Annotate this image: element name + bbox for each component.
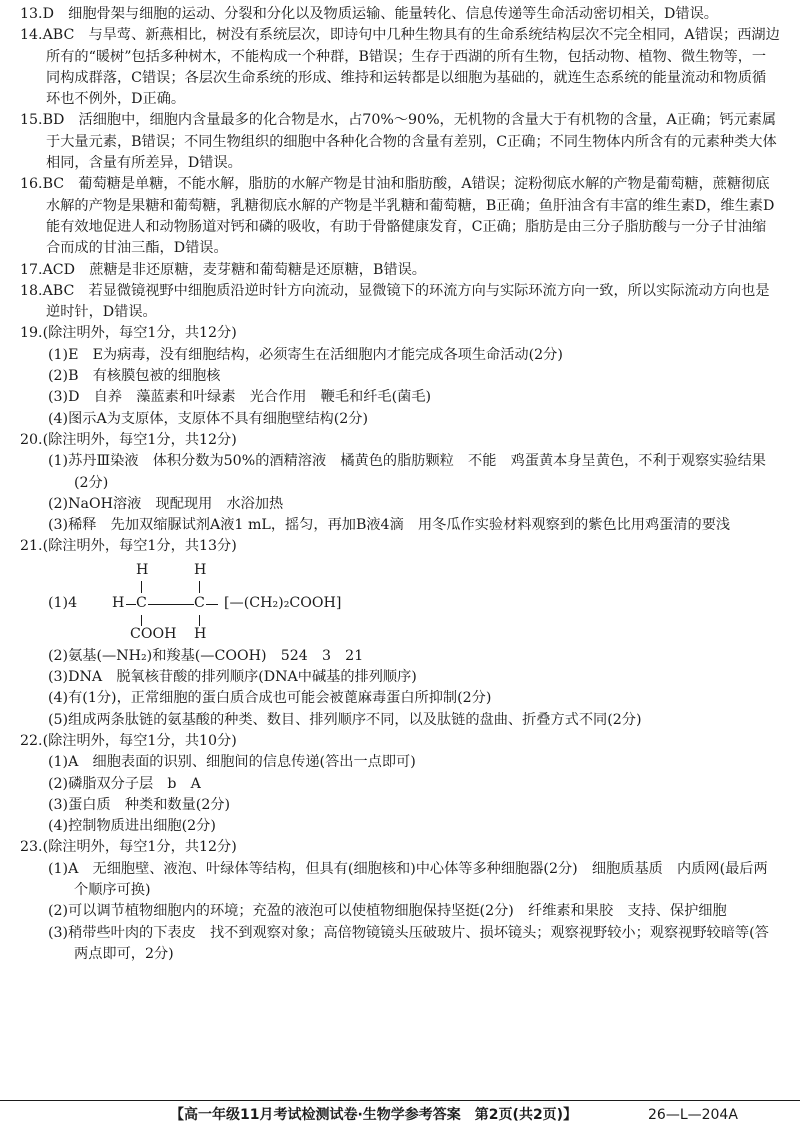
bond-top-right bbox=[199, 581, 200, 593]
formula-c-right: C bbox=[194, 594, 205, 611]
formula-h-top-right: H bbox=[194, 561, 207, 578]
q21-item-2: (2)氨基(—NH₂)和羧基(—COOH) 524 3 21 bbox=[48, 647, 364, 664]
q21-item-4: (4)有(1分)，正常细胞的蛋白质合成也可能会被蓖麻毒蛋白所抑制(2分) bbox=[48, 690, 492, 707]
bond-top-left bbox=[141, 581, 142, 593]
bond-left bbox=[126, 604, 136, 605]
q20-heading: 20.(除注明外，每空1分，共12分) bbox=[20, 431, 237, 448]
q20-item-3: (3)稀释 先加双缩脲试剂A液1 mL，摇匀，再加B液4滴 用冬瓜作实验材料观察到的紫色比用鸡蛋清的要浅 bbox=[48, 517, 731, 534]
q22-heading: 22.(除注明外，每空1分，共10分) bbox=[20, 732, 237, 749]
q19-item-3: (3)D 自养 藻蓝素和叶绿素 光合作用 鞭毛和纤毛(菌毛) bbox=[48, 389, 432, 406]
bond-c-c bbox=[148, 604, 194, 605]
q23-item-3: (3)稍带些叶肉的下表皮 找不到观察对象；高倍物镜镜头压破玻片、损坏镜头；观察视野较小；观察视野较暗等(答两点即可，2分) bbox=[48, 924, 769, 962]
q20-item-1: (1)苏丹Ⅲ染液 体积分数为50%的酒精溶液 橘黄色的脂肪颗粒 不能 鸡蛋黄本身呈黄色，不利于观察实验结果(2分) bbox=[48, 453, 766, 491]
formula-cooh: COOH bbox=[130, 625, 177, 642]
answer-q15: 15.BD 活细胞中，细胞内含量最多的化合物是水，占70%～90%，无机物的含量大于有机物的含量，A正确；钙元素属于大量元素，B错误；不同生物组织的细胞中各种化合物的含量有差别，C正确；不同生物体内所含有的元素种类大体相同，含量有所差异，D错误。 bbox=[20, 112, 777, 172]
formula-c-left: C bbox=[136, 594, 147, 611]
q21-item-5: (5)组成两条肽链的氨基酸的种类、数目、排列顺序不同，以及肽链的盘曲、折叠方式不同(2分) bbox=[48, 711, 642, 728]
bond-right bbox=[206, 604, 218, 605]
q22-item-1: (1)A 细胞表面的识别、细胞间的信息传递(答出一点即可) bbox=[48, 754, 416, 771]
q23-item-2: (2)可以调节植物细胞内的环境；充盈的液泡可以使植物细胞保持坚挺(2分) 纤维素和果胶 支持、保护细胞 bbox=[48, 903, 727, 920]
formula-label: (1)4 bbox=[48, 594, 78, 611]
q22-item-3: (3)蛋白质 种类和数量(2分) bbox=[48, 796, 231, 813]
answer-q13: 13.D 细胞骨架与细胞的运动、分裂和分化以及物质运输、能量转化、信息传递等生命活动密切相关，D错误。 bbox=[20, 6, 718, 22]
q20-item-2: (2)NaOH溶液 现配现用 水浴加热 bbox=[48, 495, 284, 512]
q23-item-1: (1)A 无细胞壁、液泡、叶绿体等结构，但具有(细胞核和)中心体等多种细胞器(2分) 细胞质基质 内质网(最后两个顺序可换) bbox=[48, 860, 768, 898]
footer-code: 26—L—204A bbox=[648, 1107, 738, 1123]
q19-item-1: (1)E E为病毒，没有细胞结构，必须寄生在活细胞内才能完成各项生命活动(2分) bbox=[48, 346, 563, 363]
q19-item-2: (2)B 有核膜包被的细胞核 bbox=[48, 368, 221, 385]
footer-title: 【高一年级11月考试检测试卷·生物学参考答案 第2页(共2页)】 bbox=[170, 1107, 578, 1123]
q22-item-4: (4)控制物质进出细胞(2分) bbox=[48, 818, 216, 835]
formula-h-bottom: H bbox=[194, 625, 207, 642]
q22-item-2: (2)磷脂双分子层 b A bbox=[48, 775, 201, 792]
q23-heading: 23.(除注明外，每空1分，共12分) bbox=[20, 839, 237, 856]
q21-heading: 21.(除注明外，每空1分，共13分) bbox=[20, 538, 237, 555]
answer-q17: 17.ACD 蔗糖是非还原糖，麦芽糖和葡萄糖是还原糖，B错误。 bbox=[20, 261, 426, 278]
q19-item-4: (4)图示A为支原体，支原体不具有细胞壁结构(2分) bbox=[48, 410, 369, 427]
answer-q16: 16.BC 葡萄糖是单糖，不能水解，脂肪的水解产物是甘油和脂肪酸，A错误；淀粉彻底水解的产物是葡萄糖，蔗糖彻底水解的产物是果糖和葡萄糖，乳糖彻底水解的产物是半乳糖和葡萄糖，B正确；鱼肝油含有丰富的维生素D，维生素D能有效地促进人和动物肠道对钙和磷的吸收，有助于骨骼健康发育，C正确；脂肪是由三分子脂肪酸与一分子甘油缩合而成的甘油三酯，D错误。 bbox=[20, 176, 775, 257]
formula-r-group: [—(CH₂)₂COOH] bbox=[224, 594, 342, 611]
q21-item-3: (3)DNA 脱氧核苷酸的排列顺序(DNA中碱基的排列顺序) bbox=[48, 669, 417, 686]
formula-h-left: H bbox=[112, 594, 125, 611]
page-footer bbox=[0, 1100, 800, 1123]
q19-heading: 19.(除注明外，每空1分，共12分) bbox=[20, 325, 237, 342]
answer-q14: 14.ABC 与旱莺、新燕相比，树没有系统层次，即诗句中几种生物具有的生命系统结构层次不完全相同，A错误；西湖边所有的“暖树”包括多种树木，不能构成一个种群，B错误；生存于西湖的所有生物，包括动物、植物、微生物等，一同构成群落，C错误；各层次生命系统的形成、维持和运转都是以细胞为基础的，就连生态系统的能量流动和物质循环也不例外，D正确。 bbox=[20, 27, 780, 108]
answer-q18: 18.ABC 若显微镜视野中细胞质沿逆时针方向流动，显微镜下的环流方向与实际环流方向一致，所以实际流动方向也是逆时针，D错误。 bbox=[20, 282, 770, 321]
structural-formula bbox=[20, 558, 780, 646]
formula-h-top-left: H bbox=[136, 561, 149, 578]
